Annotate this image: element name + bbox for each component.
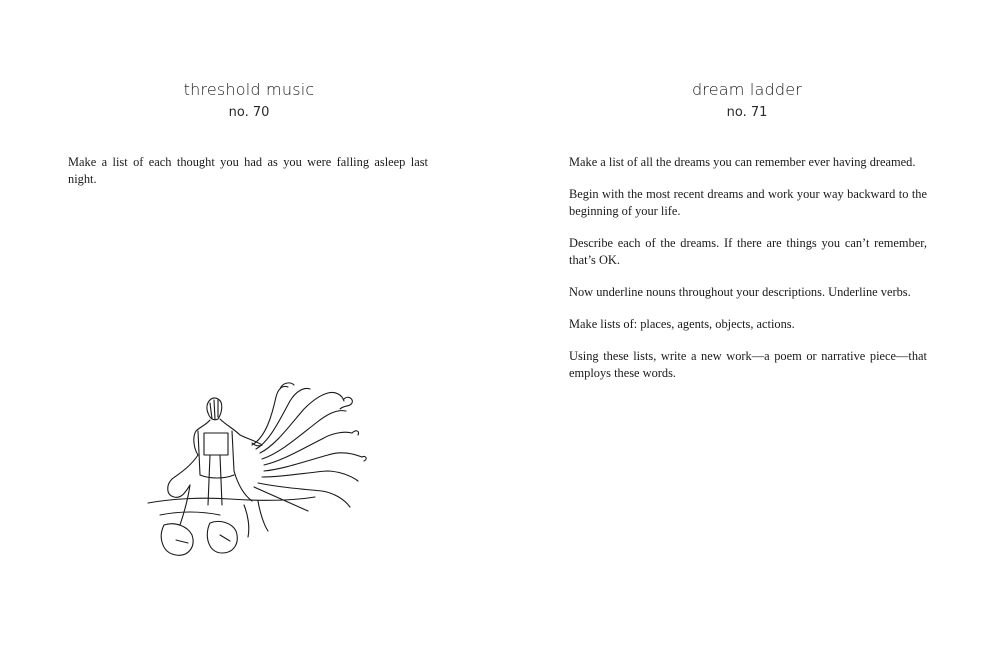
- right-page-title: dream ladder: [691, 80, 803, 99]
- right-paragraph-4: Now underline nouns throughout your descriptions. Underline verbs.: [569, 285, 911, 299]
- right-page-body: [569, 154, 927, 397]
- right-page: [498, 0, 996, 648]
- left-page-title: threshold music: [183, 80, 315, 99]
- right-paragraph-5: Make lists of: places, agents, objects, actions.: [569, 317, 795, 331]
- right-paragraph-3: Describe each of the dreams. If there are things you can’t remember, that’s OK.: [569, 236, 927, 267]
- right-paragraph-1: Make a list of all the dreams you can remember ever having dreamed.: [569, 155, 916, 169]
- right-page-number: no. 71: [726, 105, 768, 120]
- left-paragraph-1: Make a list of each thought you had as you were falling asleep last night.: [68, 155, 428, 186]
- left-page-body: [68, 154, 428, 203]
- line-drawing-illustration: [140, 375, 375, 575]
- left-page-number: no. 70: [228, 105, 270, 120]
- right-paragraph-2: Begin with the most recent dreams and work your way backward to the beginning of your life.: [569, 187, 927, 218]
- right-paragraph-6: Using these lists, write a new work—a poem or narrative piece—that employs these words.: [569, 349, 927, 380]
